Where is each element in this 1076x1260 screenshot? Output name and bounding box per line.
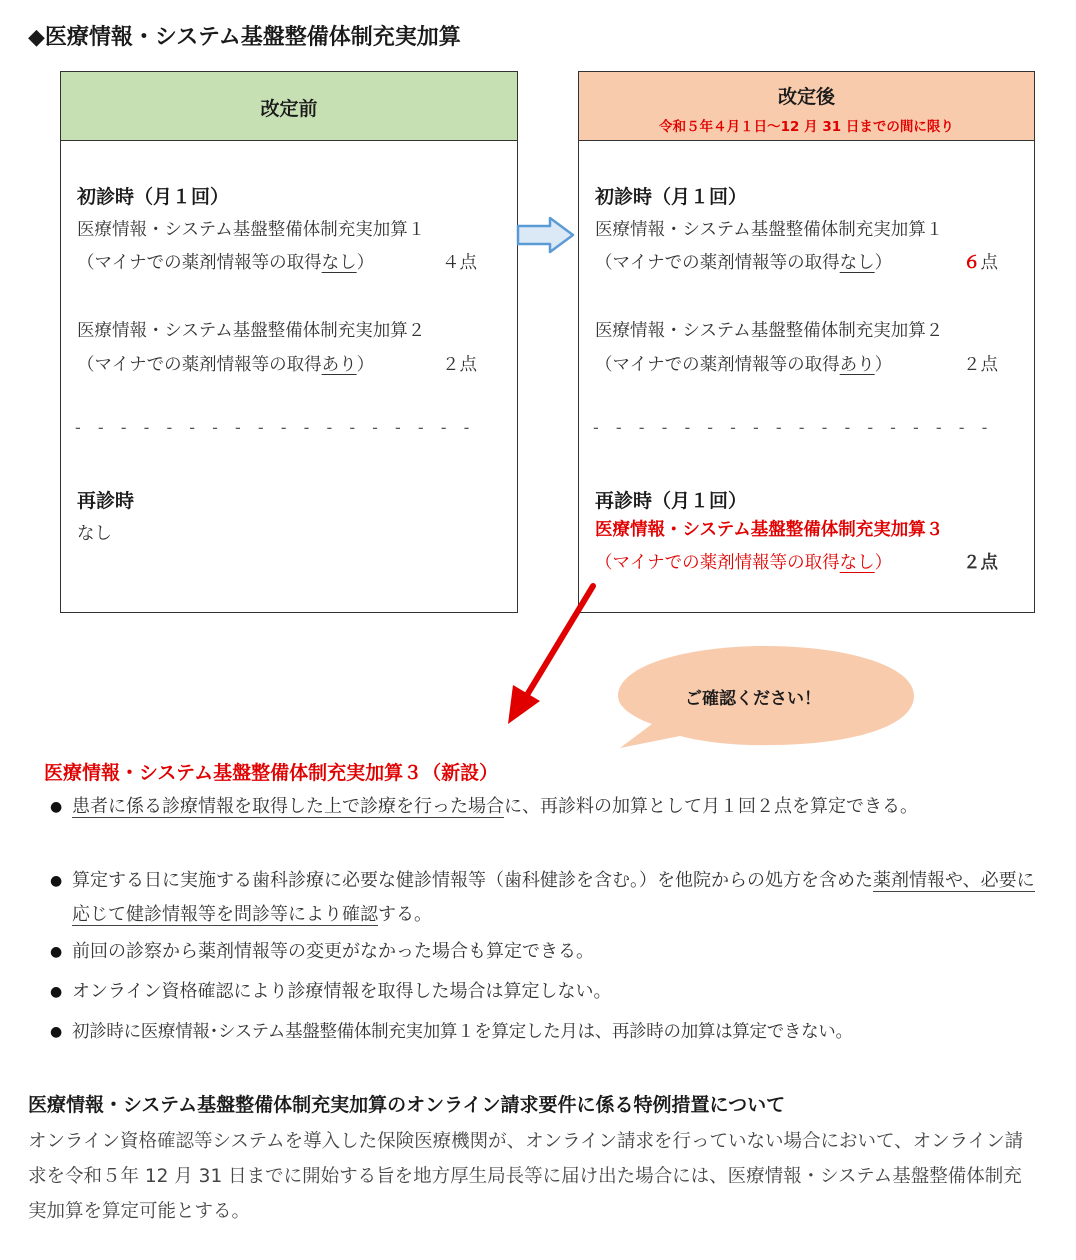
after-revisit-heading: 再診時（月１回） (595, 490, 748, 512)
after-item1-note-prefix: （マイナでの薬剤情報等の取得 (595, 253, 840, 273)
after-divider: - - - - - - - - - - - - - - - - - - (593, 418, 994, 437)
after-item3-note-prefix: （マイナでの薬剤情報等の取得 (595, 553, 840, 573)
list-item (50, 790, 1040, 824)
bullet-icon: ● (50, 984, 63, 1000)
bullet-icon: ● (50, 944, 63, 960)
right-arrow-icon (516, 215, 576, 255)
list-item (50, 1015, 1040, 1049)
after-item2-note (595, 351, 892, 376)
bullet-text (72, 790, 1040, 824)
list-item (50, 935, 1040, 969)
before-header (61, 72, 517, 141)
after-box (578, 71, 1035, 613)
bullet-text (72, 864, 1040, 932)
before-item2-name: 医療情報・システム基盤整備体制充実加算２ (77, 321, 426, 341)
before-item1-name: 医療情報・システム基盤整備体制充実加算１ (77, 220, 426, 240)
after-item3-note (595, 549, 892, 574)
bullet-icon: ● (50, 1024, 62, 1040)
after-item1-note (595, 249, 892, 274)
new-section-title: 医療情報・システム基盤整備体制充実加算３（新設） (44, 762, 499, 784)
before-item1-points: ４点 (442, 253, 477, 273)
bullet-pre: 算定する日に実施する歯科診療に必要な健診情報等（歯科健診を含む。）を他院からの処方を含めた (72, 870, 873, 891)
after-first-visit-heading: 初診時（月１回） (595, 186, 748, 208)
red-arrow-icon (500, 582, 600, 732)
before-item2-note-suffix: ） (356, 355, 375, 375)
after-item1-points-unit: 点 (980, 253, 998, 273)
before-item2-note-prefix: （マイナでの薬剤情報等の取得 (77, 355, 322, 375)
before-item1-note-prefix: （マイナでの薬剤情報等の取得 (77, 253, 322, 273)
before-header-label: 改定前 (260, 98, 318, 120)
bullet-rest: する。 (378, 904, 432, 925)
before-divider: - - - - - - - - - - - - - - - - - - (75, 418, 476, 437)
after-item3-name: 医療情報・システム基盤整備体制充実加算３ (595, 520, 944, 540)
page-title: ◆医療情報・システム基盤整備体制充実加算 (28, 25, 461, 50)
bullet-rest: に、再診料の加算として月１回２点を算定できる。 (504, 796, 918, 817)
before-item2-points: ２点 (442, 355, 477, 375)
after-item1-points-num: ６ (963, 253, 981, 273)
after-item1-points (963, 249, 998, 274)
after-item2-note-suffix: ） (874, 355, 893, 375)
bullet-text: オンライン資格確認により診療情報を取得した場合は算定しない。 (72, 981, 612, 1002)
after-item2-note-prefix: （マイナでの薬剤情報等の取得 (595, 355, 840, 375)
before-item2-note-emph: あり (321, 355, 357, 375)
bullet-underlined: 薬剤情報や、必要に応じて健診情報等を問診等により確認 (72, 870, 1035, 925)
after-item3-note-suffix: ） (874, 553, 893, 573)
after-item1-note-suffix: ） (874, 253, 893, 273)
special-section-title: 医療情報・システム基盤整備体制充実加算のオンライン請求要件に係る特例措置について (28, 1094, 786, 1116)
callout-text: ご確認ください！ (685, 689, 821, 709)
bullet-underlined: 患者に係る診療情報を取得した上で診療を行った場合 (72, 796, 504, 817)
list-item (50, 864, 1040, 932)
bullet-icon: ● (50, 799, 63, 815)
after-header-sub: 令和５年４月１日～12 月 31 日までの間に限り (659, 119, 954, 135)
after-item3-points: ２点 (963, 553, 998, 573)
before-item1-note (77, 249, 374, 274)
bullet-text: 初診時に医療情報･システム基盤整備体制充実加算１を算定した月は、再診時の加算は算定できない。 (72, 1022, 853, 1042)
after-header-label: 改定後 (777, 86, 835, 108)
after-item1-note-emph: なし (839, 253, 875, 273)
after-item1-name: 医療情報・システム基盤整備体制充実加算１ (595, 220, 944, 240)
before-revisit-heading: 再診時 (77, 490, 135, 512)
before-item1-note-suffix: ） (356, 253, 375, 273)
before-revisit-value: なし (77, 524, 112, 544)
bullet-icon: ● (50, 873, 63, 889)
after-header (579, 72, 1034, 141)
before-first-visit-heading: 初診時（月１回） (77, 186, 230, 208)
list-item (50, 975, 1040, 1009)
after-item2-points: ２点 (963, 355, 998, 375)
bullet-text: 前回の診察から薬剤情報等の変更がなかった場合も算定できる。 (72, 941, 594, 962)
before-box (60, 71, 518, 613)
special-section-body: オンライン資格確認等システムを導入した保険医療機関が、オンライン請求を行っていない場合において、オンライン請求を令和５年 12 月 31 日までに開始する旨を地方厚生局長等に届け出た場合には、医療情報・システム基盤整備体制充実加算を算定可能とする。 (28, 1131, 1024, 1222)
after-item3-note-emph: なし (839, 553, 875, 573)
after-item2-name: 医療情報・システム基盤整備体制充実加算２ (595, 321, 944, 341)
before-item2-note (77, 351, 374, 376)
before-item1-note-emph: なし (321, 253, 357, 273)
after-item2-note-emph: あり (839, 355, 875, 375)
